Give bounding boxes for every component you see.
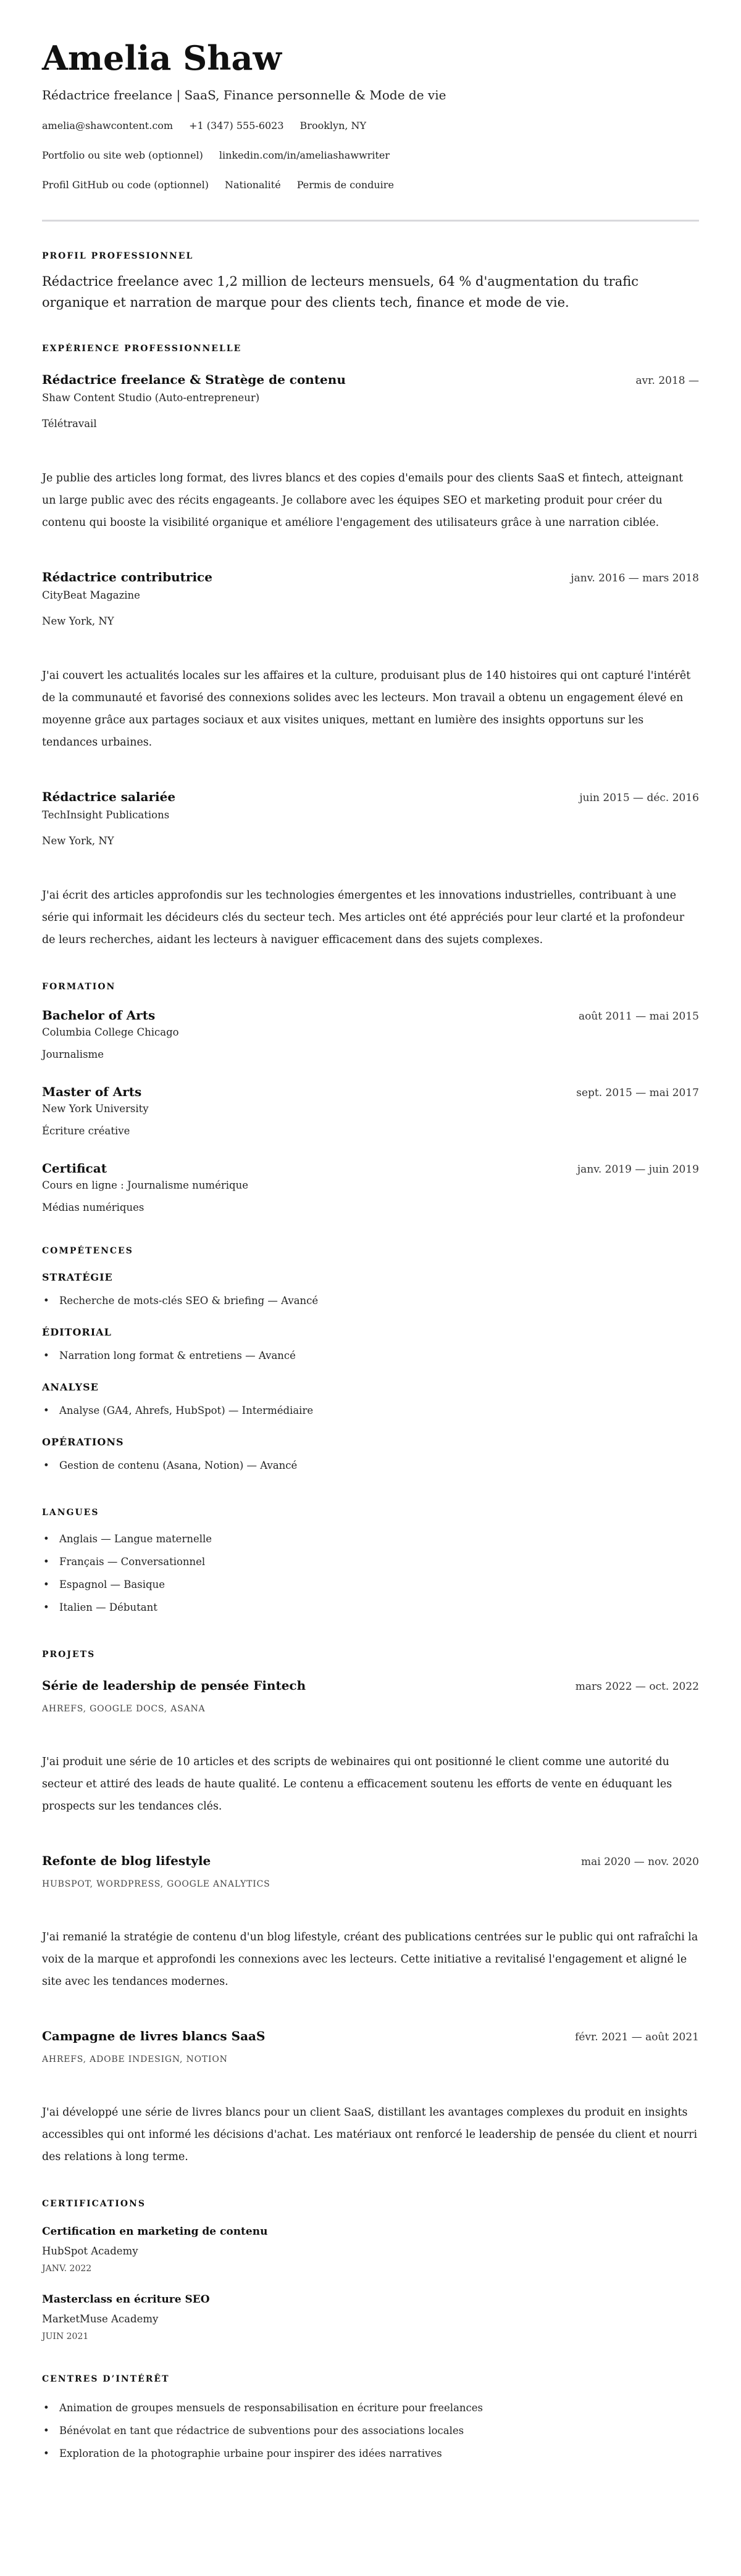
skill-category: ÉDITORIAL	[42, 1326, 112, 1338]
project-title: Refonte de blog lifestyle	[42, 1853, 211, 1868]
section-heading: COMPÉTENCES	[42, 1246, 133, 1256]
interest-item: • Exploration de la photographie urbaine pour inspirer des idées narratives	[42, 2442, 699, 2465]
skill-category: ANALYSE	[42, 1381, 99, 1393]
education-dates: sept. 2015 — mai 2017	[576, 1087, 699, 1099]
skill-items	[42, 1399, 699, 1422]
section-heading: EXPÉRIENCE PROFESSIONNELLE	[42, 344, 242, 354]
education-dates: août 2011 — mai 2015	[579, 1010, 699, 1023]
skill-item: • Narration long format & entretiens — Avancé	[42, 1344, 699, 1367]
degree: Master of Arts	[42, 1084, 142, 1099]
contact-row	[42, 118, 699, 133]
contact-row	[42, 148, 699, 163]
education-dates: janv. 2019 — juin 2019	[577, 1163, 699, 1176]
project-dates: mai 2020 — nov. 2020	[580, 1856, 699, 1868]
job-description: J'ai couvert les actualités locales sur les affaires et la culture, produisant plus de 140 histoires qui ont capturé l'intérêt de la communauté et favorisé des connexions solides avec les lecteurs. Mon travail a obtenu un engagement élevé en moyenne grâce aux partages sociaux et aux visites uniques, mettant en lumière des insights opportuns sur les tendances urbaines.	[42, 670, 691, 749]
language-item: • Espagnol — Basique	[42, 1573, 699, 1596]
job-description: Je publie des articles long format, des livres blancs et des copies d'emails pour des clients SaaS et fintech, atteignant un large public avec des récits engageants. Je collabore avec les équipes SEO et marketing produit pour créer du contenu qui booste la visibilité organique et améliore l'engagement des utilisateurs grâce à une narration ciblée.	[42, 472, 684, 529]
entry-header	[42, 371, 699, 388]
certification-issuer: MarketMuse Academy	[42, 2313, 159, 2325]
school-name: Columbia College Chicago	[42, 1026, 179, 1038]
resume-header	[42, 38, 699, 193]
summary-text: Rédactrice freelance avec 1,2 million de lecteurs mensuels, 64 % d'augmentation du trafic organique et narration de marque pour des clients tech, finance et mode de vie.	[42, 274, 638, 310]
experience-entry	[42, 371, 699, 534]
experience-entry	[42, 568, 699, 754]
nationality: Nationalité	[224, 179, 281, 191]
company-name: TechInsight Publications	[42, 809, 170, 821]
project-dates: mars 2022 — oct. 2022	[575, 1681, 699, 1693]
project-entry	[42, 1852, 699, 1993]
entry-header	[42, 568, 699, 586]
skill-item: • Analyse (GA4, Ahrefs, HubSpot) — Intermédiaire	[42, 1399, 699, 1422]
certification-entry	[42, 2224, 699, 2275]
project-description: J'ai développé une série de livres blancs pour un client SaaS, distillant les avantages complexes du produit en insights accessibles qui ont informé les décisions d'achat. Les matériaux ont renforcé le leadership de pensée du client et nourri des relations à long terme.	[42, 2106, 698, 2163]
interest-item: • Bénévolat en tant que rédactrice de subventions pour des associations locales	[42, 2419, 699, 2442]
job-title: Rédactrice salariée	[42, 789, 176, 804]
projects-section	[42, 1648, 699, 2168]
job-location: New York, NY	[42, 615, 114, 627]
company-name: CityBeat Magazine	[42, 589, 140, 601]
section-heading: PROFIL PROFESSIONNEL	[42, 251, 194, 261]
project-tools: AHREFS, GOOGLE DOCS, ASANA	[42, 1704, 206, 1714]
job-title: Rédactrice contributrice	[42, 570, 212, 584]
skill-items	[42, 1289, 699, 1312]
portfolio-link[interactable]: Portfolio ou site web (optionnel)	[42, 149, 203, 161]
project-title: Série de leadership de pensée Fintech	[42, 1678, 306, 1693]
project-title: Campagne de livres blancs SaaS	[42, 2029, 266, 2043]
skill-items	[42, 1454, 699, 1477]
email-link[interactable]: amelia@shawcontent.com	[42, 120, 174, 131]
experience-entry	[42, 788, 699, 951]
school-name: New York University	[42, 1103, 149, 1115]
section-heading: PROJETS	[42, 1650, 96, 1660]
drivers-license: Permis de conduire	[296, 179, 394, 191]
certification-issuer: HubSpot Academy	[42, 2245, 138, 2257]
project-entry	[42, 1677, 699, 1818]
project-entry	[42, 2027, 699, 2168]
github-link[interactable]: Profil GitHub ou code (optionnel)	[42, 179, 209, 191]
entry-header	[42, 1852, 699, 1869]
summary-section	[42, 250, 699, 313]
location: Brooklyn, NY	[299, 120, 367, 131]
field-of-study: Journalisme	[42, 1049, 104, 1060]
entry-header	[42, 1083, 699, 1100]
skill-items	[42, 1344, 699, 1367]
certification-date: JANV. 2022	[42, 2264, 92, 2274]
project-tools: HUBSPOT, WORDPRESS, GOOGLE ANALYTICS	[42, 1879, 270, 1889]
skills-section	[42, 1245, 699, 1477]
skill-category: STRATÉGIE	[42, 1271, 113, 1283]
language-item: • Français — Conversationnel	[42, 1550, 699, 1573]
experience-section	[42, 343, 699, 951]
education-entry	[42, 1007, 699, 1062]
project-description: J'ai produit une série de 10 articles et des scripts de webinaires qui ont positionné le client comme une autorité du secteur et attiré des leads de haute qualité. Le contenu a efficacement soutenu les efforts de vente en éduquant les prospects sur les tendances clés.	[42, 1756, 672, 1813]
language-item: • Italien — Débutant	[42, 1596, 699, 1619]
job-dates: avr. 2018 —	[635, 375, 699, 387]
education-section	[42, 981, 699, 1215]
section-heading: FORMATION	[42, 982, 116, 992]
certification-title: Masterclass en écriture SEO	[42, 2293, 210, 2306]
field-of-study: Écriture créative	[42, 1125, 130, 1137]
job-location: New York, NY	[42, 835, 114, 847]
entry-header	[42, 1677, 699, 1694]
degree: Bachelor of Arts	[42, 1008, 156, 1023]
certification-entry	[42, 2291, 699, 2343]
job-title: Rédactrice freelance & Stratège de contenu	[42, 372, 346, 387]
certifications-section	[42, 2198, 699, 2343]
education-entry	[42, 1160, 699, 1215]
language-item: • Anglais — Langue maternelle	[42, 1527, 699, 1550]
education-entry	[42, 1083, 699, 1139]
field-of-study: Médias numériques	[42, 1202, 144, 1213]
degree: Certificat	[42, 1161, 107, 1176]
skill-category: OPÉRATIONS	[42, 1436, 124, 1448]
contact-row	[42, 178, 699, 193]
company-name: Shaw Content Studio (Auto-entrepreneur)	[42, 392, 260, 404]
phone: +1 (347) 555-6023	[189, 120, 284, 131]
certification-title: Certification en marketing de contenu	[42, 2225, 268, 2238]
skill-item: • Recherche de mots-clés SEO & briefing — Avancé	[42, 1289, 699, 1312]
entry-header	[42, 1160, 699, 1177]
languages-section	[42, 1506, 699, 1619]
project-dates: févr. 2021 — août 2021	[575, 2031, 699, 2043]
header-divider	[42, 220, 699, 222]
entry-header	[42, 1007, 699, 1024]
candidate-name: Amelia Shaw	[42, 38, 282, 78]
job-dates: janv. 2016 — mars 2018	[571, 572, 699, 584]
interests-section	[42, 2373, 699, 2465]
project-tools: AHREFS, ADOBE INDESIGN, NOTION	[42, 2055, 228, 2064]
section-heading: CERTIFICATIONS	[42, 2199, 146, 2209]
job-location: Télétravail	[42, 418, 97, 430]
entry-header	[42, 788, 699, 805]
linkedin-link[interactable]: linkedin.com/in/ameliashawwriter	[219, 149, 390, 161]
job-dates: juin 2015 — déc. 2016	[579, 792, 699, 804]
section-heading: CENTRES D’INTÉRÊT	[42, 2374, 170, 2384]
interest-item: • Animation de groupes mensuels de responsabilisation en écriture pour freelances	[42, 2396, 699, 2419]
section-heading: LANGUES	[42, 1508, 99, 1518]
school-name: Cours en ligne : Journalisme numérique	[42, 1179, 248, 1191]
skill-item: • Gestion de contenu (Asana, Notion) — Avancé	[42, 1454, 699, 1477]
project-description: J'ai remanié la stratégie de contenu d'un blog lifestyle, créant des publications centrées sur le public qui ont rafraîchi la voix de la marque et approfondi les connexions avec les lecteurs. Cette initiative a revitalisé l'engagement et aligné le site avec les tendances modernes.	[42, 1931, 698, 1988]
certification-date: JUIN 2021	[42, 2332, 89, 2341]
entry-header	[42, 2027, 699, 2045]
job-description: J'ai écrit des articles approfondis sur les technologies émergentes et les innovations industrielles, contribuant à une série qui informait les décideurs clés du secteur tech. Mes articles ont été appréciés pour leur clarté et la profondeur de leurs recherches, aidant les lecteurs à naviguer efficacement dans des sujets complexes.	[42, 889, 685, 946]
headline: Rédactrice freelance | SaaS, Finance personnelle & Mode de vie	[42, 88, 446, 102]
